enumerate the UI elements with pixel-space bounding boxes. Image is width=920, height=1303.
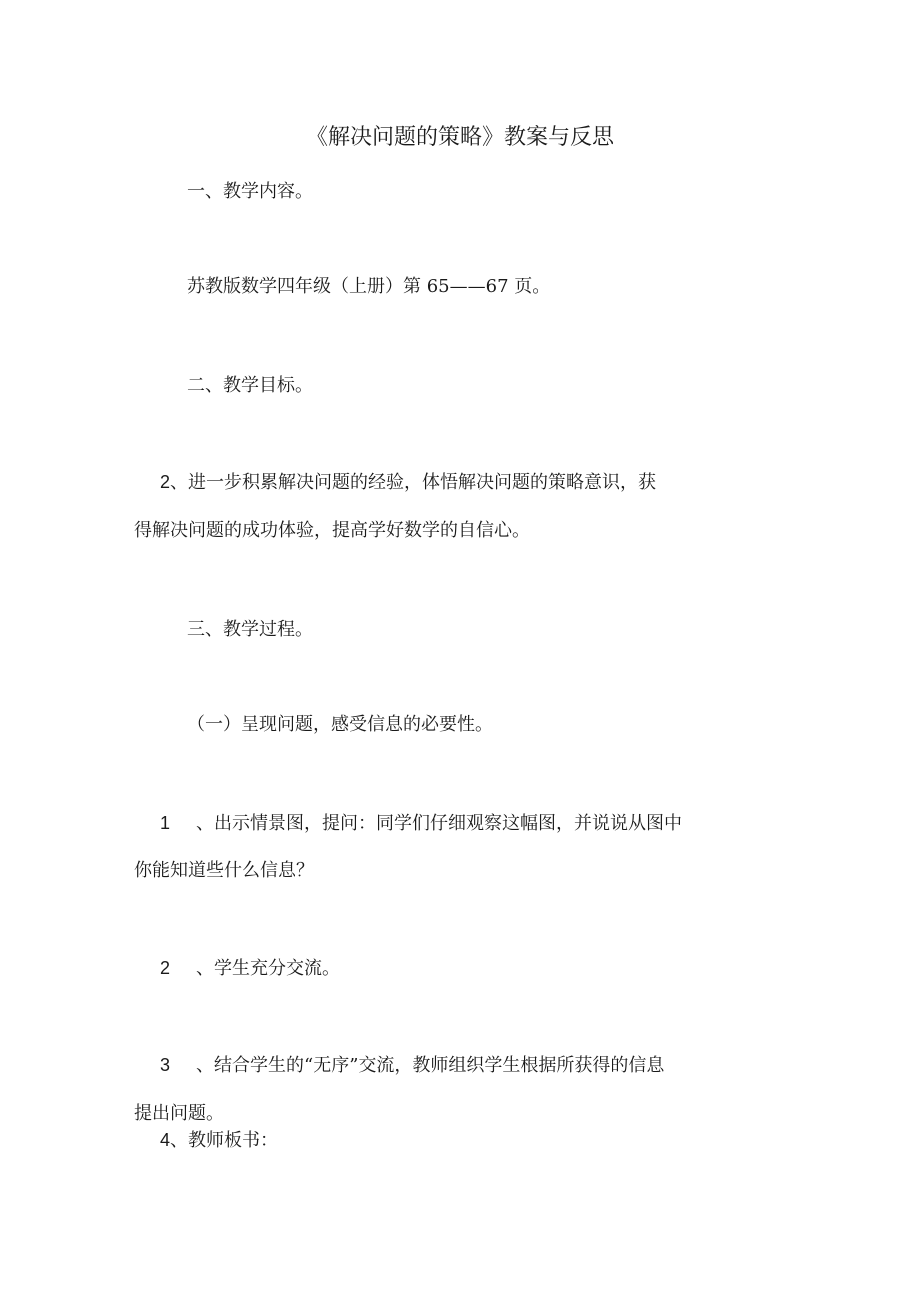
- step-2-line: [160, 956, 340, 981]
- step-3-number: 3: [160, 1055, 171, 1075]
- section-3-heading: 三、教学过程。: [187, 619, 313, 640]
- step-4-text: 、教师板书：: [170, 1130, 279, 1151]
- step-2-number: 2: [160, 958, 171, 978]
- section-1-heading: 一、教学内容。: [187, 181, 313, 202]
- step-4-line: [160, 1128, 278, 1153]
- step-1-number: 1: [160, 813, 171, 833]
- step-3-line-1: [160, 1053, 664, 1078]
- document-title: 《解决问题的策略》教案与反思: [305, 125, 614, 150]
- objective-2-number: 2: [160, 472, 171, 492]
- subsection-1-heading: （一）呈现问题，感受信息的必要性。: [187, 714, 493, 735]
- step-3-text: 、结合学生的“无序”交流，教师组织学生根据所获得的信息: [196, 1055, 665, 1076]
- objective-2-line-2: 得解决问题的成功体验，提高学好数学的自信心。: [134, 520, 530, 541]
- step-1-line-1: [160, 811, 682, 836]
- step-1-line-2: 你能知道些什么信息？: [134, 860, 314, 881]
- section-2-heading: 二、教学目标。: [187, 375, 313, 396]
- objective-2-text: 、进一步积累解决问题的经验，体悟解决问题的策略意识，获: [170, 472, 657, 493]
- section-1-content: 苏教版数学四年级（上册）第 65——67 页。: [187, 276, 551, 297]
- objective-2-line-1: [160, 470, 656, 495]
- step-4-number: 4: [160, 1130, 171, 1150]
- step-1-text: 、出示情景图，提问：同学们仔细观察这幅图，并说说从图中: [196, 813, 683, 834]
- step-2-text: 、学生充分交流。: [196, 958, 341, 979]
- step-3-line-2: 提出问题。: [134, 1103, 224, 1124]
